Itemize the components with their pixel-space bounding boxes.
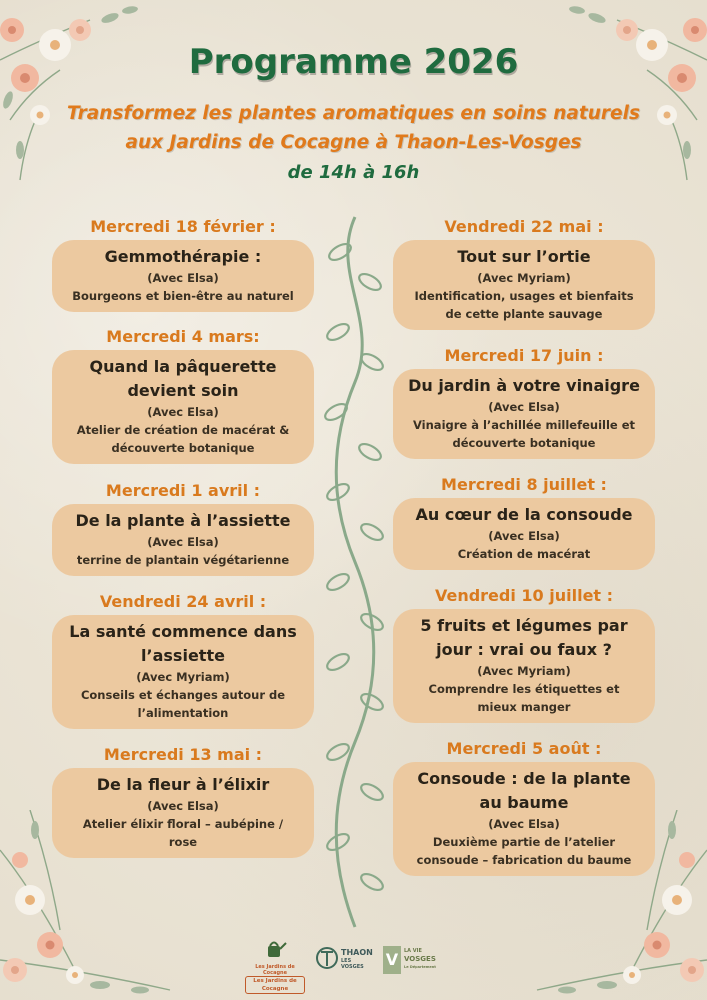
event-title: devient soin: [127, 381, 239, 400]
event-description: mieux manger: [477, 700, 571, 714]
event-10-juillet: [393, 586, 655, 723]
event-description: découverte botanique: [452, 436, 596, 450]
event-description: Atelier de création de macérat &: [76, 423, 290, 437]
event-title: Gemmothérapie :: [104, 247, 262, 266]
event-description: consoude – fabrication du baume: [416, 853, 632, 867]
event-title: Du jardin à votre vinaigre: [408, 376, 640, 395]
event-title: La santé commence dans: [69, 622, 297, 641]
event-card: [52, 350, 314, 464]
event-title: Consoude : de la plante: [417, 769, 631, 788]
thaon-emblem-icon: [315, 944, 339, 972]
event-title: Quand la pâquerette: [89, 357, 277, 376]
event-card: [393, 498, 655, 570]
partner-logos: [245, 938, 445, 992]
event-title: Au cœur de la consoude: [415, 505, 633, 524]
event-card: [393, 240, 655, 330]
event-title: De la fleur à l’élixir: [96, 775, 270, 794]
vosges-departement-logo: [383, 946, 443, 978]
event-date: Mercredi 4 mars:: [106, 327, 260, 346]
event-description: Deuxième partie de l’atelier: [432, 835, 616, 849]
thaon-name: THAON: [341, 948, 373, 957]
event-13-mai: [52, 745, 314, 858]
event-date: Mercredi 13 mai :: [103, 745, 263, 764]
event-description: Identification, usages et bienfaits: [414, 289, 634, 303]
vosges-line-1: LA VIE: [404, 948, 422, 954]
event-date: Vendredi 24 avril :: [99, 592, 267, 611]
event-card: [52, 240, 314, 312]
event-guide: (Avec Myriam): [136, 670, 230, 684]
event-guide: (Avec Elsa): [147, 799, 219, 813]
event-17-juin: [393, 346, 655, 459]
subtitle-line-2: aux Jardins de Cocagne à Thaon-Les-Vosges: [125, 132, 582, 153]
event-title: au baume: [479, 793, 569, 812]
event-description: de cette plante sauvage: [445, 307, 603, 321]
page-title: Programme 2026: [188, 42, 519, 82]
event-card: [52, 768, 314, 858]
event-card: [393, 762, 655, 876]
event-card: [52, 615, 314, 729]
event-guide: (Avec Myriam): [477, 664, 571, 678]
event-22-mai: [393, 217, 655, 330]
event-date: Mercredi 1 avril :: [105, 481, 261, 500]
event-description: Bourgeons et bien-être au naturel: [72, 289, 294, 303]
event-description: l’alimentation: [137, 706, 229, 720]
thaon-subname: LES VOSGES: [341, 958, 364, 970]
event-guide: (Avec Elsa): [147, 271, 219, 285]
event-date: Mercredi 18 février :: [90, 217, 276, 236]
event-guide: (Avec Elsa): [488, 400, 560, 414]
watering-can-icon: [263, 938, 287, 960]
event-guide: (Avec Elsa): [147, 405, 219, 419]
event-guide: (Avec Elsa): [147, 535, 219, 549]
event-description: Atelier élixir floral – aubépine /: [82, 817, 284, 831]
event-8-juillet: [393, 475, 655, 570]
subtitle-line-1: Transformez les plantes aromatiques en soins naturels: [67, 103, 640, 124]
event-5-aout: [393, 739, 655, 876]
event-date: Mercredi 5 août :: [446, 739, 602, 758]
event-date: Vendredi 10 juillet :: [434, 586, 614, 605]
event-description: découverte botanique: [111, 441, 255, 455]
vine-divider: [310, 212, 400, 932]
schedule-time: de 14h à 16h: [287, 162, 420, 183]
jardins-de-cocagne-logo: [245, 938, 305, 992]
event-title: Tout sur l’ortie: [457, 247, 591, 266]
event-description: Comprendre les étiquettes et: [428, 682, 620, 696]
event-card: [52, 504, 314, 576]
event-guide: (Avec Myriam): [477, 271, 571, 285]
event-guide: (Avec Elsa): [488, 529, 560, 543]
event-title: 5 fruits et légumes par: [420, 616, 628, 635]
event-description: rose: [168, 835, 198, 849]
event-1-avril: [52, 481, 314, 576]
event-title: jour : vrai ou faux ?: [436, 640, 612, 659]
event-title: l’assiette: [141, 646, 225, 665]
cocagne-name: Les Jardins de Cocagne: [245, 976, 305, 994]
event-description: Création de macérat: [457, 547, 591, 561]
vosges-badge: V: [383, 946, 401, 974]
event-date: Vendredi 22 mai :: [444, 217, 604, 236]
vosges-line-3: Le Département: [404, 965, 436, 969]
thaon-les-vosges-logo: [315, 944, 375, 980]
event-date: Mercredi 17 juin :: [444, 346, 604, 365]
event-4-mars: [52, 327, 314, 464]
event-24-avril: [52, 592, 314, 729]
event-description: Vinaigre à l’achillée millefeuille et: [412, 418, 636, 432]
cocagne-tagline: Les Jardins de Cocagne: [255, 964, 295, 976]
event-card: [393, 369, 655, 459]
event-title: De la plante à l’assiette: [75, 511, 291, 530]
event-guide: (Avec Elsa): [488, 817, 560, 831]
vosges-line-2: VOSGES: [404, 955, 436, 963]
event-description: Conseils et échanges autour de: [80, 688, 286, 702]
event-18-fevrier: [52, 217, 314, 312]
event-description: terrine de plantain végétarienne: [76, 553, 290, 567]
event-card: [393, 609, 655, 723]
event-date: Mercredi 8 juillet :: [441, 475, 607, 494]
